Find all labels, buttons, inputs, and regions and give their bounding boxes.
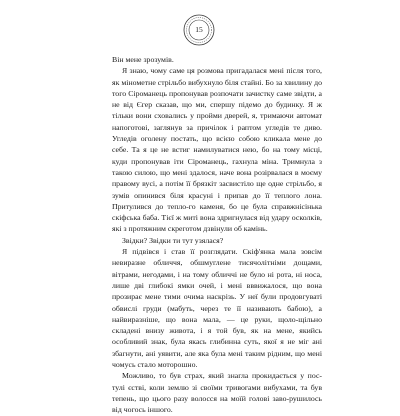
paragraph: Я знаю, чому саме ця розмова пригадалася мені після того, як мінометне стрільбо вибухнуло біля стайні. Бо за хвилину до того Сіроманець пропонував розпочати зачистку саме звідти, а не від Єгер сказав, що ми, спершу підемо до будинку. Я ж тільки вони сховались у пройми дверей, я, тримаючи автомат напоготові, заглянув за причілок і раптом угледів те диво. Угледів оголену постать, що всією собою кликала мене до себе. Та я це не встиг намилуватися нею, бо на тому місці, куди пропонував іти Сіроманець, гахнула міна. Тримнула з такою силою, що мені здалося, наче вона розірвалася в моєму правому вусі, а потім її брязкіт засвистіло ще одне стрільбо, я зумів опинився біля красуні і припав до її теплого лона. Притулився до тепло-го каменя, бо це була справжнісінька скіфська баба. Тієї ж миті вона здригнулася від удару осколків, які з протяжним скреготом дзвінули об камінь. — [112, 66, 322, 234]
paragraph: Він мене зрозумів. — [112, 55, 174, 64]
page-number: 15 — [195, 25, 203, 34]
paragraph: Звідки? Звідки ти тут узялася? — [122, 235, 224, 245]
body-text — [112, 54, 322, 416]
paragraph: Можливо, то був страх, який знагла прокидається у пос-тулі єстві, коли землю зі своїми тривогами вибухами, та був тепень, що цього разу волосся на моїй голові заво-рушилось від чогось іншого. — [112, 371, 322, 415]
paragraph: Я підвівся і став її розглядати. Скіф'янка мала зовсім невиразне обличчя, обшмуглене тисячолітніми дощами, вітрами, негодами, і на тому обличчі не було ні рота, ні носа, лише дві глибокі ямки очей, і мені вввижалося, що вона прозирає мене тими очима наскрізь. У неї були продовгуваті обвислі груди (мабуть, через те її називають бабою), а найвиразніше, що вона мала, — це руки, щоло-щільно складені внизу живота, і я той був, як на мене, якийсь особливий знак, була якась глибинна суть, якої я не міг ані збагнути, ані уявити, але яка була мені таким рідним, що мені чомусь стало моторошно. — [112, 247, 322, 370]
page-number-ornament — [183, 14, 215, 46]
